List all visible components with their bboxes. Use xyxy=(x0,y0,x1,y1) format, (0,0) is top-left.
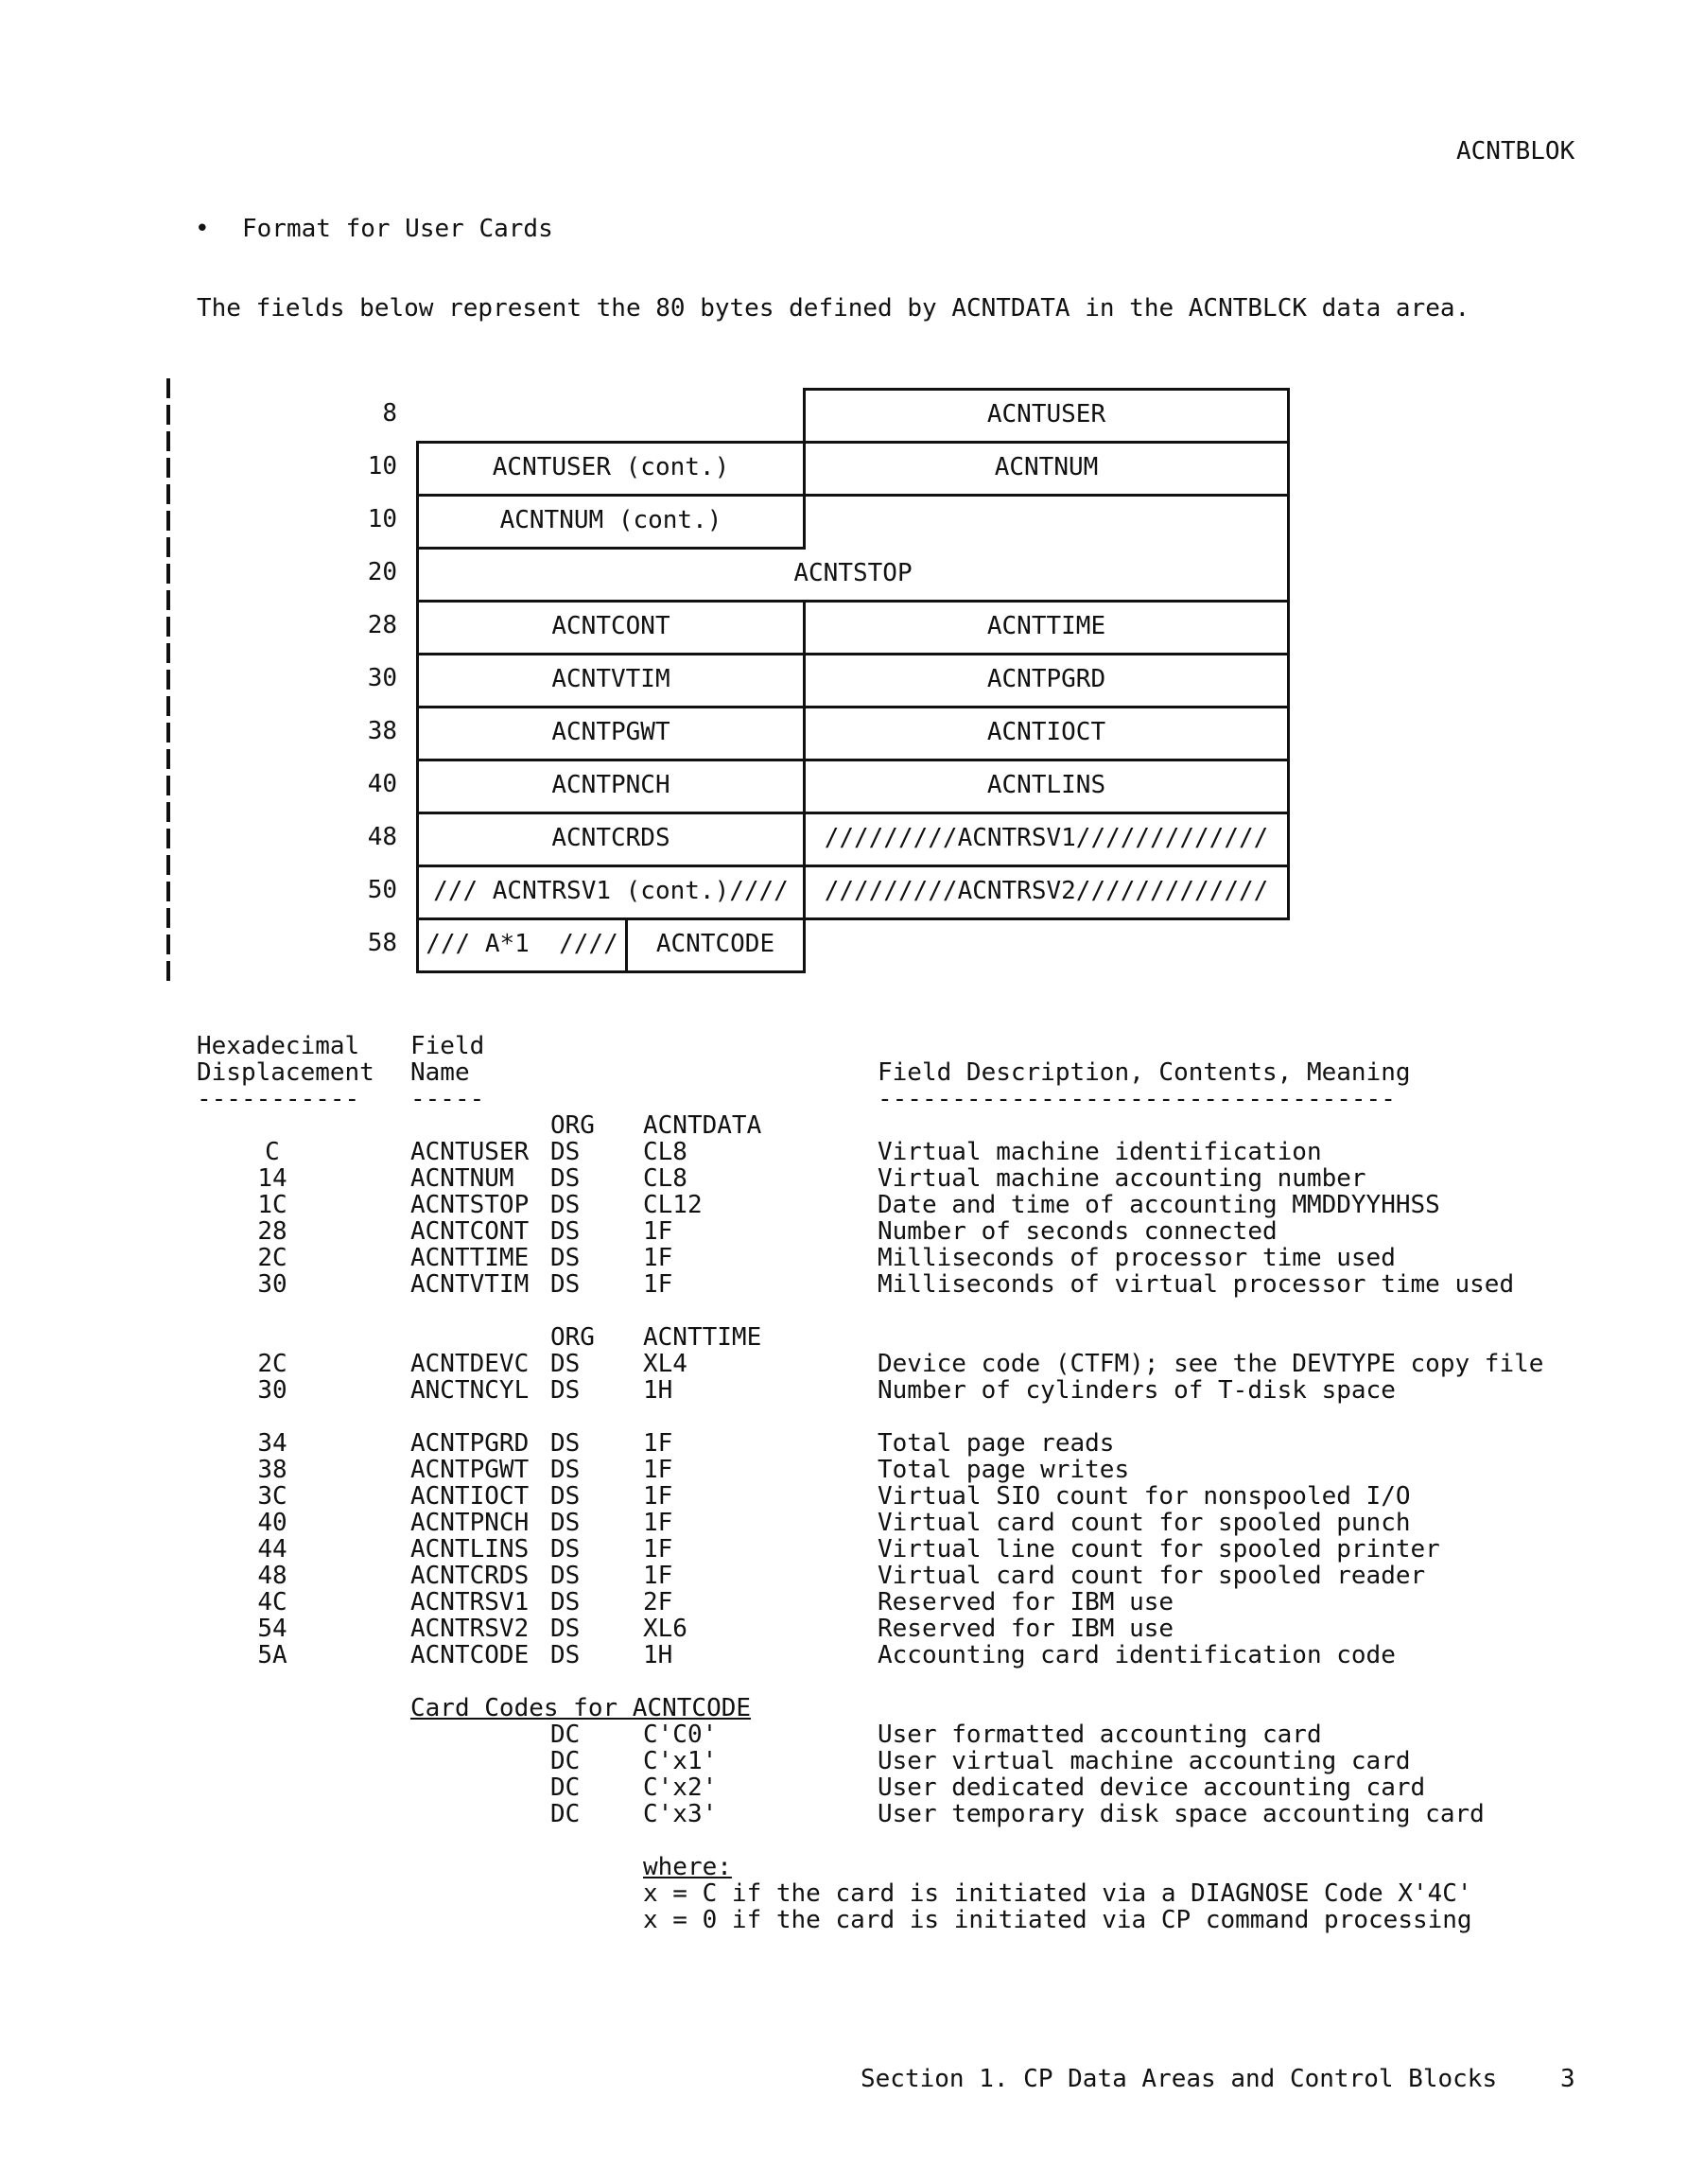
offset-label: 40 xyxy=(367,770,397,798)
field-cell-acntuser-cont: ACNTUSER (cont.) xyxy=(492,453,730,481)
section-heading: Format for User Cards xyxy=(242,215,553,243)
len-cell: XL6 xyxy=(643,1615,687,1643)
type-cell: DS xyxy=(550,1456,581,1484)
field-cell-acntcrds: ACNTCRDS xyxy=(551,824,670,852)
col-header-rule: ----------------------------------- xyxy=(878,1085,1396,1113)
desc-cell: Virtual card count for spooled punch xyxy=(878,1509,1411,1537)
name-cell: ACNTIOCT xyxy=(410,1482,530,1511)
code-op: DC xyxy=(550,1773,581,1802)
field-cell-acntuser: ACNTUSER xyxy=(986,400,1106,428)
field-cell-acnttime: ACNTTIME xyxy=(986,612,1106,640)
name-cell: ACNTCONT xyxy=(410,1217,530,1246)
disp-cell: 30 xyxy=(257,1376,287,1405)
code-value: C'C0' xyxy=(643,1721,718,1749)
type-cell: DS xyxy=(550,1138,581,1166)
code-desc: User formatted accounting card xyxy=(878,1721,1322,1749)
col-header-name-1: Field xyxy=(410,1032,485,1060)
name-cell: ANCTNCYL xyxy=(410,1376,530,1405)
name-cell: ACNTLINS xyxy=(410,1535,530,1564)
type-cell: DS xyxy=(550,1641,581,1669)
disp-cell: 48 xyxy=(257,1562,287,1590)
org-op: ORG xyxy=(550,1111,595,1140)
running-head: ACNTBLOK xyxy=(1456,137,1575,166)
name-cell: ACNTSTOP xyxy=(410,1191,530,1219)
len-cell: 1F xyxy=(643,1456,673,1484)
name-cell: ACNTRSV2 xyxy=(410,1615,530,1643)
len-cell: 1F xyxy=(643,1217,673,1246)
field-cell-acntnum-cont: ACNTNUM (cont.) xyxy=(499,506,722,534)
field-cell-acntioct: ACNTIOCT xyxy=(986,718,1106,746)
where-label: where: xyxy=(643,1853,732,1881)
col-header-rule: ----- xyxy=(410,1085,485,1113)
len-cell: 1F xyxy=(643,1482,673,1511)
desc-cell: Virtual machine identification xyxy=(878,1138,1322,1166)
disp-cell: 5A xyxy=(257,1641,287,1669)
type-cell: DS xyxy=(550,1350,581,1378)
field-cell-acntcode: ACNTCODE xyxy=(655,930,775,958)
len-cell: 1F xyxy=(643,1270,673,1299)
desc-cell: Virtual card count for spooled reader xyxy=(878,1562,1426,1590)
type-cell: DS xyxy=(550,1588,581,1616)
name-cell: ACNTTIME xyxy=(410,1244,530,1272)
disp-cell: 28 xyxy=(257,1217,287,1246)
code-op: DC xyxy=(550,1800,581,1828)
desc-cell: Milliseconds of processor time used xyxy=(878,1244,1396,1272)
field-cell-acntrsv1-cont: /// ACNTRSV1 (cont.)//// xyxy=(433,877,789,905)
name-cell: ACNTVTIM xyxy=(410,1270,530,1299)
org-op: ORG xyxy=(550,1323,595,1352)
len-cell: 1F xyxy=(643,1429,673,1458)
disp-cell: 2C xyxy=(257,1350,287,1378)
type-cell: DS xyxy=(550,1376,581,1405)
name-cell: ACNTPGWT xyxy=(410,1456,530,1484)
col-header-displacement-1: Hexadecimal xyxy=(197,1032,360,1060)
code-op: DC xyxy=(550,1721,581,1749)
desc-cell: Total page writes xyxy=(878,1456,1130,1484)
where-line: x = C if the card is initiated via a DIAGNOSE Code X'4C' xyxy=(643,1879,1472,1908)
offset-label: 38 xyxy=(367,717,397,745)
type-cell: DS xyxy=(550,1191,581,1219)
disp-cell: C xyxy=(265,1138,280,1166)
offset-label: 30 xyxy=(367,664,397,692)
code-value: C'x2' xyxy=(643,1773,718,1802)
desc-cell: Virtual machine accounting number xyxy=(878,1164,1366,1193)
offset-label: 48 xyxy=(367,823,397,851)
code-value: C'x1' xyxy=(643,1747,718,1775)
len-cell: CL12 xyxy=(643,1191,703,1219)
code-value: C'x3' xyxy=(643,1800,718,1828)
disp-cell: 44 xyxy=(257,1535,287,1564)
disp-cell: 30 xyxy=(257,1270,287,1299)
name-cell: ACNTPNCH xyxy=(410,1509,530,1537)
offset-label: 10 xyxy=(367,505,397,533)
field-cell-acntpgwt: ACNTPGWT xyxy=(551,718,670,746)
len-cell: 1F xyxy=(643,1244,673,1272)
len-cell: 1F xyxy=(643,1562,673,1590)
disp-cell: 2C xyxy=(257,1244,287,1272)
name-cell: ACNTPGRD xyxy=(410,1429,530,1458)
disp-cell: 4C xyxy=(257,1588,287,1616)
desc-cell: Milliseconds of virtual processor time used xyxy=(878,1270,1515,1299)
col-header-name-2: Name xyxy=(410,1058,470,1087)
field-cell-acntstop: ACNTSTOP xyxy=(793,559,913,587)
name-cell: ACNTUSER xyxy=(410,1138,530,1166)
disp-cell: 1C xyxy=(257,1191,287,1219)
name-cell: ACNTCODE xyxy=(410,1641,530,1669)
name-cell: ACNTCRDS xyxy=(410,1562,530,1590)
card-codes-heading: Card Codes for ACNTCODE xyxy=(410,1694,752,1722)
len-cell: CL8 xyxy=(643,1138,687,1166)
field-cell-reserved-a1: /// A*1 //// xyxy=(426,930,618,958)
field-cell-acntpnch: ACNTPNCH xyxy=(551,771,670,799)
field-cell-acntnum: ACNTNUM xyxy=(994,453,1099,481)
type-cell: DS xyxy=(550,1615,581,1643)
desc-cell: Total page reads xyxy=(878,1429,1115,1458)
intro-sentence: The fields below represent the 80 bytes defined by ACNTDATA in the ACNTBLCK data area. xyxy=(197,294,1470,323)
desc-cell: Virtual line count for spooled printer xyxy=(878,1535,1440,1564)
where-line: x = 0 if the card is initiated via CP command processing xyxy=(643,1906,1472,1934)
code-desc: User temporary disk space accounting card xyxy=(878,1800,1485,1828)
offset-label: 50 xyxy=(367,876,397,904)
name-cell: ACNTRSV1 xyxy=(410,1588,530,1616)
type-cell: DS xyxy=(550,1270,581,1299)
bullet: • xyxy=(195,215,210,243)
desc-cell: Accounting card identification code xyxy=(878,1641,1396,1669)
len-cell: 1F xyxy=(643,1535,673,1564)
len-cell: CL8 xyxy=(643,1164,687,1193)
field-cell-acntcont: ACNTCONT xyxy=(551,612,670,640)
desc-cell: Number of seconds connected xyxy=(878,1217,1278,1246)
disp-cell: 3C xyxy=(257,1482,287,1511)
len-cell: 1F xyxy=(643,1509,673,1537)
org-operand: ACNTTIME xyxy=(643,1323,762,1352)
desc-cell: Number of cylinders of T-disk space xyxy=(878,1376,1396,1405)
code-desc: User dedicated device accounting card xyxy=(878,1773,1426,1802)
disp-cell: 14 xyxy=(257,1164,287,1193)
type-cell: DS xyxy=(550,1164,581,1193)
offset-label: 20 xyxy=(367,558,397,586)
type-cell: DS xyxy=(550,1244,581,1272)
desc-cell: Device code (CTFM); see the DEVTYPE copy file xyxy=(878,1350,1544,1378)
name-cell: ACNTDEVC xyxy=(410,1350,530,1378)
type-cell: DS xyxy=(550,1217,581,1246)
type-cell: DS xyxy=(550,1482,581,1511)
desc-cell: Virtual SIO count for nonspooled I/O xyxy=(878,1482,1411,1511)
code-desc: User virtual machine accounting card xyxy=(878,1747,1411,1775)
len-cell: 1H xyxy=(643,1641,673,1669)
page-number: 3 xyxy=(1560,2065,1575,2093)
disp-cell: 34 xyxy=(257,1429,287,1458)
type-cell: DS xyxy=(550,1535,581,1564)
len-cell: 1H xyxy=(643,1376,673,1405)
offset-label: 10 xyxy=(367,452,397,480)
type-cell: DS xyxy=(550,1509,581,1537)
offset-label: 28 xyxy=(367,611,397,639)
len-cell: XL4 xyxy=(643,1350,687,1378)
col-header-rule: ----------- xyxy=(197,1085,360,1113)
disp-cell: 38 xyxy=(257,1456,287,1484)
len-cell: 2F xyxy=(643,1588,673,1616)
desc-cell: Date and time of accounting MMDDYYHHSS xyxy=(878,1191,1440,1219)
type-cell: DS xyxy=(550,1429,581,1458)
desc-cell: Reserved for IBM use xyxy=(878,1615,1174,1643)
field-cell-acntrsv2: /////////ACNTRSV2///////////// xyxy=(824,877,1269,905)
code-op: DC xyxy=(550,1747,581,1775)
disp-cell: 54 xyxy=(257,1615,287,1643)
field-cell-acntpgrd: ACNTPGRD xyxy=(986,665,1106,693)
field-cell-acntrsv1: /////////ACNTRSV1///////////// xyxy=(824,824,1269,852)
footer-section-title: Section 1. CP Data Areas and Control Blocks xyxy=(861,2065,1498,2093)
field-cell-acntvtim: ACNTVTIM xyxy=(551,665,670,693)
type-cell: DS xyxy=(550,1562,581,1590)
col-header-displacement-2: Displacement xyxy=(197,1058,374,1087)
name-cell: ACNTNUM xyxy=(410,1164,514,1193)
offset-label: 58 xyxy=(367,929,397,957)
col-header-description: Field Description, Contents, Meaning xyxy=(878,1058,1411,1087)
offset-label: 8 xyxy=(382,399,397,428)
field-cell-acntlins: ACNTLINS xyxy=(986,771,1106,799)
desc-cell: Reserved for IBM use xyxy=(878,1588,1174,1616)
org-operand: ACNTDATA xyxy=(643,1111,762,1140)
disp-cell: 40 xyxy=(257,1509,287,1537)
